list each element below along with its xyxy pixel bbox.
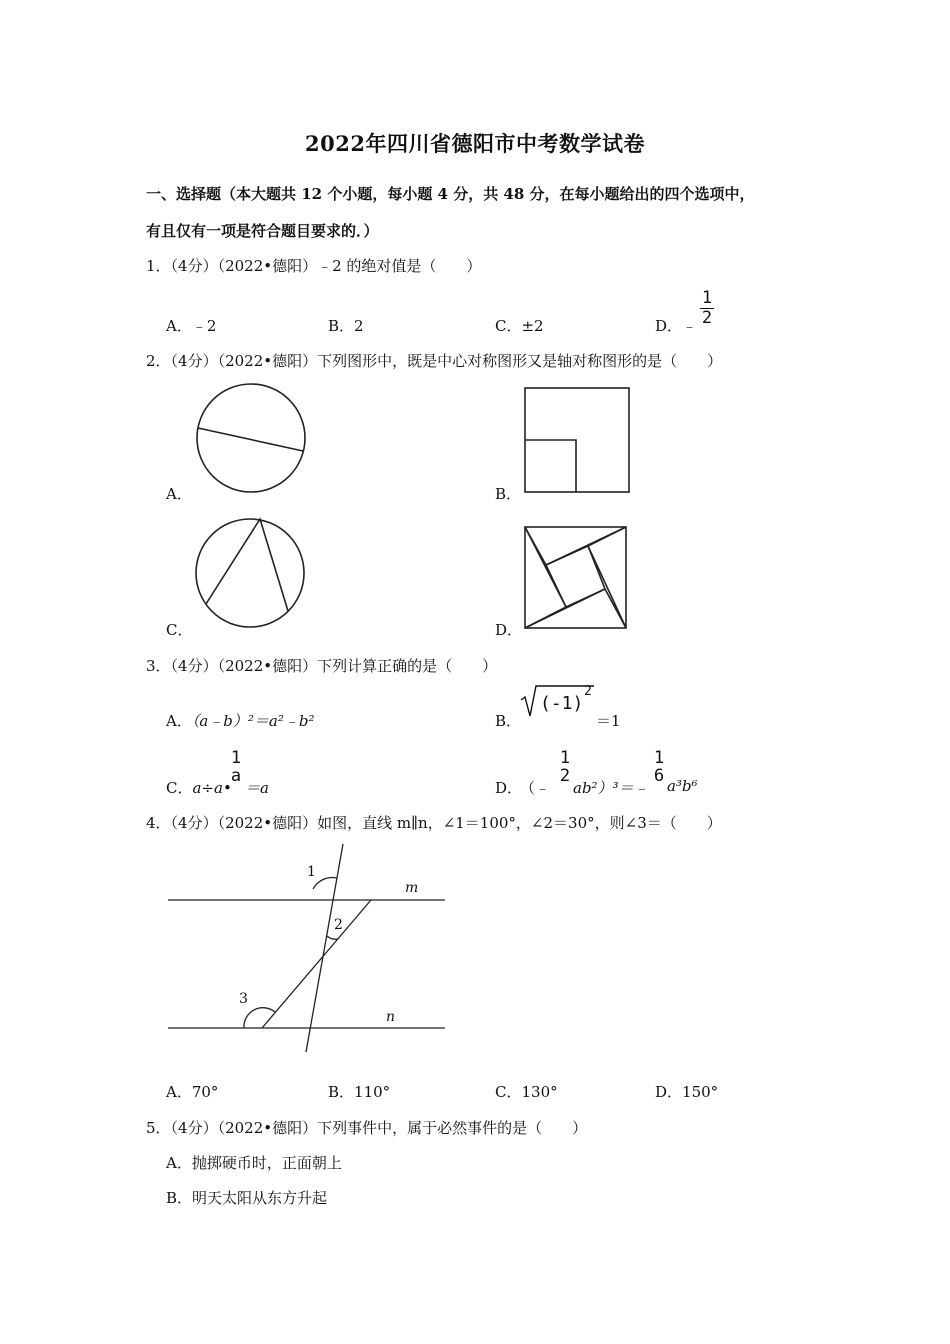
question-2-option-d: D． [495,621,523,639]
fraction-numerator: 1 [701,288,713,308]
radicand: (-1) [540,693,584,714]
fraction-denominator: a [230,766,242,786]
line-m-label: m [405,880,419,896]
question-2-option-c: C． [166,621,193,639]
question-1-option-b: B．2 [328,317,364,335]
figure-d-square-pinwheel [525,527,626,628]
page-title: 2022年四川省德阳市中考数学试卷 [305,131,645,156]
option-label: D． [495,779,523,797]
question-1-option-d-prefix: D．﹣ [655,317,698,335]
question-3-option-d [495,777,522,798]
question-1-stem: 1．（4分）（2022•德阳）﹣2 的绝对值是（ ） [146,257,482,275]
option-c-post: ＝a [245,779,269,797]
angle-1-arc [313,877,337,889]
option-d-pre: （﹣ [520,779,551,797]
option-label: A． [166,712,192,730]
question-3-option-d-fraction-1 [558,750,572,785]
fraction-numerator: 1 [653,748,665,768]
question-4-option-c: C．130° [495,1083,558,1101]
question-2-option-b: B． [495,485,522,503]
question-3-option-c-fraction [229,750,243,785]
option-d-post: a³b⁶ [667,777,698,795]
section-header-line2: 有且仅有一项是符合题目要求的．） [146,222,379,240]
figure-c-circle-triangle [196,519,304,627]
fraction-denominator: 2 [559,766,571,786]
transversal-oblique [262,900,371,1028]
option-label: C． [166,779,193,797]
angle-1-label: 1 [307,864,316,880]
question-2-option-a: A． [166,485,192,503]
question-3-option-b: B． [495,712,522,730]
angle-2-arc [327,936,338,939]
question-4-stem: 4．（4分）（2022•德阳）如图，直线 m∥n，∠1＝100°，∠2＝30°，则∠3＝（ ） [146,814,722,832]
angle-3-label: 3 [239,991,248,1007]
question-1-option-c: C．±2 [495,317,544,335]
question-3-option-d-fraction-2 [652,750,666,785]
radicand-exponent: 2 [584,684,592,699]
angle-2-label: 2 [334,917,343,933]
radical-rhs: ＝1 [596,712,621,730]
question-4-option-a: A．70° [166,1083,219,1101]
fraction-numerator: 1 [230,748,242,768]
option-expression: （a﹣b）²＝a²﹣b² [191,712,315,730]
figure-b-nested-squares [525,388,629,492]
line-n-label: n [386,1009,396,1025]
option-d-mid: ab²）³＝﹣ [573,779,649,797]
question-5-option-a: A．抛掷硬币时，正面朝上 [166,1154,342,1172]
section-header-line1: 一、选择题（本大题共 12 个小题，每小题 4 分，共 48 分，在每小题给出的四个选项中， [146,185,755,203]
question-5-option-b: B．明天太阳从东方升起 [166,1189,328,1207]
question-3-option-c [166,777,232,798]
question-2-stem: 2．（4分）（2022•德阳）下列图形中，既是中心对称图形又是轴对称图形的是（ ） [146,352,723,370]
fraction-numerator: 1 [559,748,571,768]
question-3-option-a [166,710,314,731]
figure-a-circle-chord [197,384,305,492]
question-5-stem: 5．（4分）（2022•德阳）下列事件中，属于必然事件的是（ ） [146,1119,588,1137]
question-4-option-b: B．110° [328,1083,391,1101]
fraction-denominator: 2 [701,308,713,328]
question-4-option-d: D．150° [655,1083,719,1101]
question-1-option-a: A．﹣2 [166,317,217,335]
fraction-denominator: 6 [653,766,665,786]
option-c-pre: a÷a• [192,779,232,797]
question-3-stem: 3．（4分）（2022•德阳）下列计算正确的是（ ） [146,657,498,675]
